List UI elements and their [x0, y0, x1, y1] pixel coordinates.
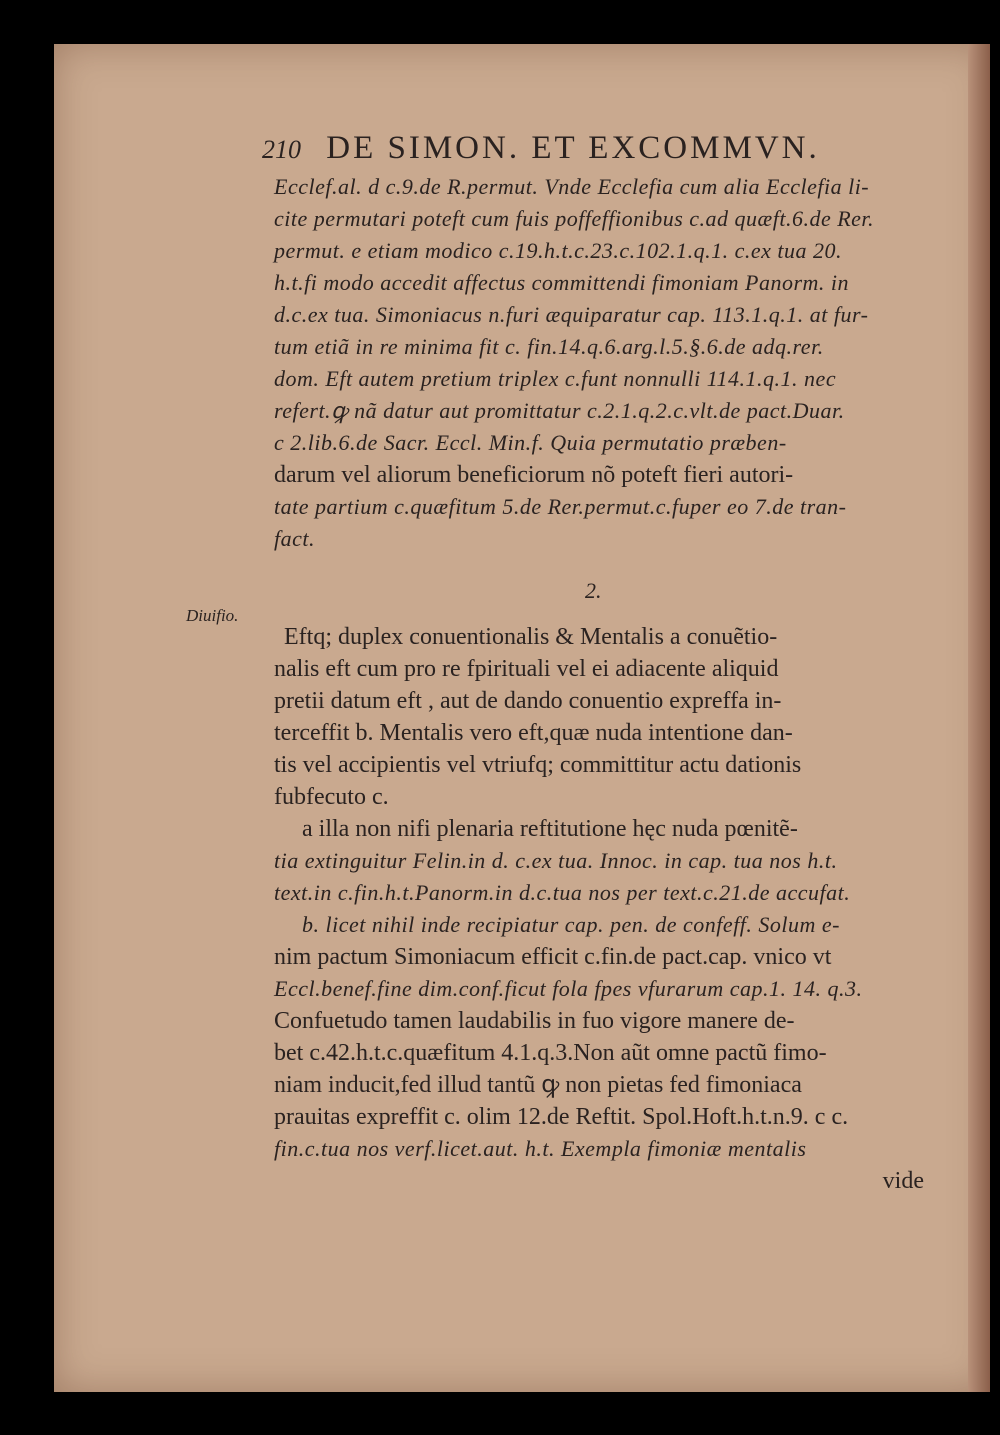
- text-line: nim pactum Simoniacum efficit c.fin.de pact.cap. vnico vt: [274, 944, 832, 970]
- text-line: bet c.42.h.t.c.quæfitum 4.1.q.3.Non aũt omne pactũ fimo-: [274, 1040, 827, 1066]
- page-edge: [968, 44, 990, 1392]
- text-line: pretii datum eft , aut de dando conuentio expreffa in-: [274, 688, 782, 714]
- running-header: [262, 130, 862, 167]
- text-line: prauitas expreffit c. olim 12.de Reftit. Spol.Hoft.h.t.n.9. c c.: [274, 1104, 849, 1130]
- text-line: darum vel aliorum beneficiorum nõ poteft fieri autori-: [274, 462, 794, 488]
- text-line: nalis eft cum pro re fpirituali vel ei adiacente aliquid: [274, 656, 779, 682]
- text-line: b. licet nihil inde recipiatur cap. pen. de confeff. Solum e-: [302, 912, 841, 937]
- text-line: c 2.lib.6.de Sacr. Eccl. Min.f. Quia permutatio præben-: [274, 430, 787, 455]
- text-line: tis vel accipientis vel vtriufq; committitur actu dationis: [274, 752, 802, 778]
- text-line: fin.c.tua nos verf.licet.aut. h.t. Exempla fimoniæ mentalis: [274, 1136, 807, 1161]
- text-line: h.t.fi modo accedit affectus committendi fimoniam Panorm. in: [274, 270, 850, 295]
- text-line: refert.ꝙ nã datur aut promittatur c.2.1.q.2.c.vlt.de pact.Duar.: [274, 398, 845, 423]
- folio-number: 210: [262, 135, 301, 164]
- text-line: Confuetudo tamen laudabilis in fuo vigore manere de-: [274, 1008, 795, 1034]
- text-line: tum etiã in re minima fit c. fin.14.q.6.arg.l.5.§.6.de adq.rer.: [274, 334, 824, 359]
- text-line: terceffit b. Mentalis vero eft,quæ nuda intentione dan-: [274, 720, 793, 746]
- running-title: DE SIMON. ET EXCOMMVN.: [326, 130, 820, 166]
- text-line: a illa non nifi plenaria reftitutione hęc nuda pœnitẽ-: [302, 816, 798, 842]
- text-line: Ecclef.al. d c.9.de R.permut. Vnde Ecclefia cum alia Ecclefia li-: [274, 174, 870, 199]
- text-block-1: [274, 171, 924, 555]
- text-line: dom. Eft autem pretium triplex c.funt nonnulli 114.1.q.1. nec: [274, 366, 837, 391]
- text-line: Eccl.benef.fine dim.conf.ficut fola fpes vfurarum cap.1. 14. q.3.: [274, 976, 863, 1001]
- text-line: tate partium c.quæfitum 5.de Rer.permut.c.fuper eo 7.de tran-: [274, 494, 847, 519]
- margin-note: Diuifio.: [186, 606, 239, 625]
- text-line: niam inducit,fed illud tantũ ꝙ non pietas fed fimoniaca: [274, 1072, 802, 1098]
- section-number: 2.: [585, 578, 602, 603]
- text-line: fubfecuto c.: [274, 784, 389, 810]
- text-line: cite permutari poteft cum fuis poffeffionibus c.ad quæft.6.de Rer.: [274, 206, 875, 231]
- catchword: vide: [882, 1168, 924, 1194]
- text-block-2: [274, 621, 924, 1197]
- text-line: tia extinguitur Felin.in d. c.ex tua. Innoc. in cap. tua nos h.t.: [274, 848, 838, 873]
- text-line: d.c.ex tua. Simoniacus n.furi æquiparatur cap. 113.1.q.1. at fur-: [274, 302, 869, 327]
- text-line: text.in c.fin.h.t.Panorm.in d.c.tua nos per text.c.21.de accufat.: [274, 880, 851, 905]
- text-line: fact.: [274, 526, 315, 551]
- text-line: Eftq; duplex conuentionalis & Mentalis a conuẽtio-: [284, 624, 778, 650]
- text-line: permut. e etiam modico c.19.h.t.c.23.c.102.1.q.1. c.ex tua 20.: [274, 238, 843, 263]
